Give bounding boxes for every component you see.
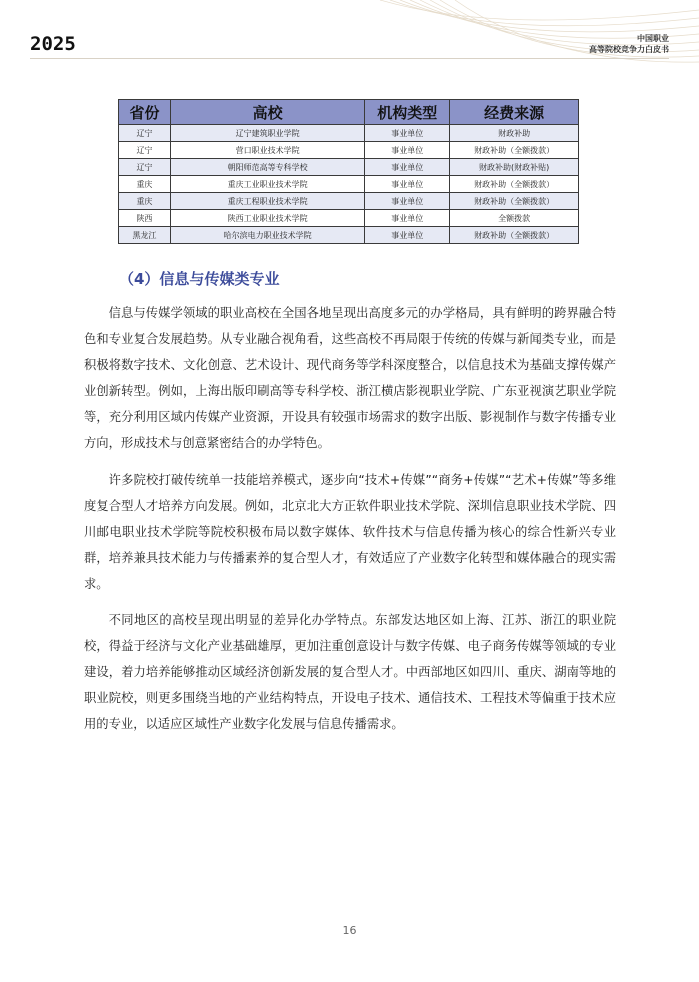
- table-row: [119, 142, 579, 159]
- cell-type: 事业单位: [365, 159, 450, 176]
- cell-province: 辽宁: [119, 159, 171, 176]
- cell-funding: 财政补助（全额拨款）: [450, 193, 579, 210]
- cell-university: 重庆工业职业技术学院: [170, 176, 365, 193]
- section-title: （4）信息与传媒类专业: [119, 270, 280, 288]
- cell-province: 重庆: [119, 193, 171, 210]
- university-table: [118, 99, 579, 244]
- cell-university: 陕西工业职业技术学院: [170, 210, 365, 227]
- table-row: [119, 159, 579, 176]
- cell-type: 事业单位: [365, 176, 450, 193]
- cell-university: 朝阳师范高等专科学校: [170, 159, 365, 176]
- table-row: [119, 210, 579, 227]
- cell-university: 营口职业技术学院: [170, 142, 365, 159]
- cell-funding: 财政补助（全额拨款）: [450, 176, 579, 193]
- header-brand: [589, 33, 669, 55]
- cell-type: 事业单位: [365, 142, 450, 159]
- cell-funding: 财政补助（全额拨款）: [450, 227, 579, 244]
- header-year: 2025: [30, 33, 76, 55]
- table-row: [119, 227, 579, 244]
- cell-type: 事业单位: [365, 125, 450, 142]
- table-row: [119, 176, 579, 193]
- header-institution-type: 机构类型: [365, 100, 450, 125]
- table-row: [119, 125, 579, 142]
- header-divider: [30, 58, 669, 59]
- section-body: [84, 300, 616, 748]
- paragraph: 信息与传媒学领域的职业高校在全国各地呈现出高度多元的办学格局，具有鲜明的跨界融合特色和专业复合发展趋势。从专业融合视角看，这些高校不再局限于传统的传媒与新闻类专业，而是积极将数字技术、文化创意、艺术设计、现代商务等学科深度整合，以信息技术为基础支撑传媒产业创新转型。例如，上海出版印刷高等专科学校、浙江横店影视职业学院、广东亚视演艺职业学院等，充分利用区域内传媒产业资源，开设具有较强市场需求的数字出版、影视制作与数字传播专业方向，形成技术与创意紧密结合的办学特色。: [84, 306, 616, 451]
- cell-province: 辽宁: [119, 125, 171, 142]
- header-funding-source: 经费来源: [450, 100, 579, 125]
- page-number: 16: [342, 924, 357, 937]
- cell-province: 陕西: [119, 210, 171, 227]
- cell-funding: 全额拨款: [450, 210, 579, 227]
- cell-province: 辽宁: [119, 142, 171, 159]
- header-province: 省份: [119, 100, 171, 125]
- cell-type: 事业单位: [365, 227, 450, 244]
- cell-type: 事业单位: [365, 210, 450, 227]
- cell-province: 黑龙江: [119, 227, 171, 244]
- header-university: 高校: [170, 100, 365, 125]
- cell-funding: 财政补助: [450, 125, 579, 142]
- brand-line-1: 中国职业: [637, 34, 669, 43]
- table-row: [119, 193, 579, 210]
- table-header-row: [119, 100, 579, 125]
- paragraph: 许多院校打破传统单一技能培养模式，逐步向“技术+传媒”“商务+传媒”“艺术+传媒”等多维度复合型人才培养方向发展。例如，北京北大方正软件职业技术学院、深圳信息职业技术学院、四川邮电职业技术学院等院校积极布局以数字媒体、软件技术与信息传播为核心的综合性新兴专业群，培养兼具技术能力与传播素养的复合型人才，有效适应了产业数字化转型和媒体融合的现实需求。: [84, 472, 616, 591]
- brand-line-2: 高等院校竞争力白皮书: [589, 45, 669, 54]
- cell-funding: 财政补助(财政补贴): [450, 159, 579, 176]
- paragraph: 不同地区的高校呈现出明显的差异化办学特点。东部发达地区如上海、江苏、浙江的职业院校，得益于经济与文化产业基础雄厚，更加注重创意设计与数字传媒、电子商务传媒等领域的专业建设，着力培养能够推动区域经济创新发展的复合型人才。中西部地区如四川、重庆、湖南等地的职业院校，则更多围绕当地的产业结构特点，开设电子技术、通信技术、工程技术等偏重于技术应用的专业，以适应区域性产业数字化发展与信息传播需求。: [84, 613, 616, 732]
- cell-funding: 财政补助（全额拨款）: [450, 142, 579, 159]
- cell-type: 事业单位: [365, 193, 450, 210]
- cell-province: 重庆: [119, 176, 171, 193]
- cell-university: 哈尔滨电力职业技术学院: [170, 227, 365, 244]
- cell-university: 重庆工程职业技术学院: [170, 193, 365, 210]
- cell-university: 辽宁建筑职业学院: [170, 125, 365, 142]
